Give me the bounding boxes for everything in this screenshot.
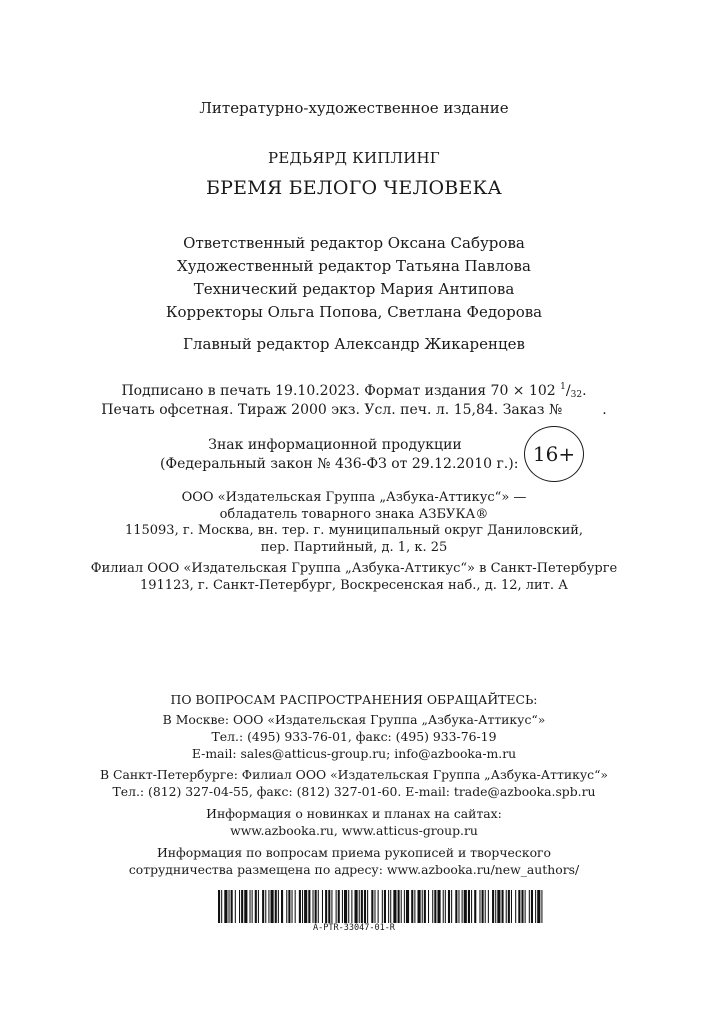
branch-line-2: 191123, г. Санкт-Петербург, Воскресенская наб., д. 12, лит. А <box>139 578 569 593</box>
barcode-bar <box>382 890 383 923</box>
barcode-bar <box>336 890 337 923</box>
barcode-bar <box>338 890 340 923</box>
barcode-bar <box>479 890 480 923</box>
barcode-bar <box>448 890 450 923</box>
barcode-bar <box>304 890 307 923</box>
barcode-bar <box>348 890 349 923</box>
barcode-bar <box>529 890 530 923</box>
publisher-address-line-2: пер. Партийный, д. 1, к. 25 <box>260 540 448 555</box>
barcode-image <box>218 890 544 923</box>
barcode-bar <box>218 890 220 923</box>
barcode-bar <box>229 890 230 923</box>
barcode-bar <box>525 890 526 923</box>
barcode-bar <box>404 890 405 923</box>
barcode-bar <box>322 890 323 923</box>
format-fraction-separator: / <box>565 383 571 399</box>
barcode-bar <box>437 890 440 923</box>
publisher-address-line-1: 115093, г. Москва, вн. тер. г. муниципальный округ Даниловский, <box>124 523 584 538</box>
barcode-bar <box>262 890 264 923</box>
publisher-line-1: ООО «Издательская Группа „Азбука-Аттикус“» — <box>181 490 527 505</box>
distribution-moscow-phone: Тел.: (495) 933-76-01, факс: (495) 933-76-19 <box>211 729 497 744</box>
barcode-bar <box>492 890 494 923</box>
barcode-bar <box>508 890 510 923</box>
barcode-bar <box>252 890 253 923</box>
barcode-bar <box>221 890 222 923</box>
barcode-bar <box>471 890 472 923</box>
barcode-bar <box>445 890 446 923</box>
barcode-bar <box>406 890 409 923</box>
barcode-bar <box>511 890 512 923</box>
distribution-moscow-line-1: В Москве: ООО «Издательская Группа „Азбука-Аттикус“» <box>162 712 546 727</box>
barcode-bar <box>295 890 296 923</box>
barcode-bar <box>351 890 352 923</box>
barcode-bar <box>455 890 457 923</box>
credit-proofreaders: Корректоры Ольга Попова, Светлана Федорова <box>165 303 543 321</box>
barcode-bar <box>292 890 293 923</box>
credit-responsible-editor: Ответственный редактор Оксана Сабурова <box>183 234 525 252</box>
distribution-heading: ПО ВОПРОСАМ РАСПРОСТРАНЕНИЯ ОБРАЩАЙТЕСЬ: <box>170 692 538 707</box>
print-info-text: Подписано в печать 19.10.2023. Формат издания 70 × 102 <box>121 383 561 399</box>
age-rating-badge: 16+ <box>524 426 584 482</box>
publisher-line-2: обладатель товарного знака АЗБУКА® <box>219 507 489 522</box>
barcode-bar <box>521 890 523 923</box>
barcode-bar <box>271 890 274 923</box>
credit-technical-editor: Технический редактор Мария Антипова <box>193 280 515 298</box>
branch-line-1: Филиал ООО «Издательская Группа „Азбука-Аттикус“» в Санкт-Петербурге <box>90 561 618 576</box>
print-info-line-2: Печать офсетная. Тираж 2000 экз. Усл. печ. л. 15,84. Заказ № . <box>101 402 607 418</box>
barcode-bar <box>497 890 500 923</box>
barcode-bar <box>288 890 290 923</box>
barcode-bar <box>313 890 314 923</box>
barcode-bar <box>495 890 496 923</box>
barcode-bar <box>388 890 389 923</box>
print-info-period: . <box>582 383 587 399</box>
distribution-moscow-email: E-mail: sales@atticus-group.ru; info@azbooka-m.ru <box>191 746 517 761</box>
format-fraction-numerator: 1 <box>560 382 566 392</box>
barcode-bar <box>390 890 391 923</box>
barcode-bar <box>482 890 484 923</box>
barcode-bar <box>468 890 470 923</box>
barcode-bar <box>371 890 373 923</box>
barcode-bar <box>286 890 287 923</box>
barcode-bar <box>434 890 436 923</box>
barcode-bar <box>224 890 227 923</box>
barcode-bar <box>244 890 247 923</box>
barcode-bar <box>235 890 236 923</box>
barcode-bar <box>474 890 476 923</box>
manuscripts-info-line-2: сотрудничества размещена по адресу: www.azbooka.ru/new_authors/ <box>128 862 580 877</box>
barcode-bar <box>299 890 301 923</box>
barcode-bar <box>443 890 444 923</box>
barcode-bar <box>411 890 413 923</box>
barcode-bar <box>355 890 358 923</box>
barcode-bar <box>342 890 343 923</box>
product-sign-line-1: Знак информационной продукции <box>208 437 462 453</box>
news-info-sites: www.azbooka.ru, www.atticus-group.ru <box>230 823 478 838</box>
manuscripts-info-line-1: Информация по вопросам приема рукописей и творческого <box>156 845 551 860</box>
credit-art-editor: Художественный редактор Татьяна Павлова <box>177 257 531 275</box>
barcode-bar <box>537 890 540 923</box>
barcode-bar <box>359 890 360 923</box>
barcode-bar <box>250 890 251 923</box>
barcode-bar <box>531 890 533 923</box>
barcode-bar <box>462 890 463 923</box>
barcode-bar <box>506 890 507 923</box>
barcode-bar <box>384 890 386 923</box>
barcode-bar <box>258 890 259 923</box>
barcode-bar <box>241 890 243 923</box>
barcode-bar <box>428 890 429 923</box>
barcode-bar <box>414 890 415 923</box>
barcode-bar <box>464 890 467 923</box>
barcode-bar <box>281 890 283 923</box>
barcode-bar <box>393 890 396 923</box>
print-info-line-1 <box>0 384 708 398</box>
barcode-bar <box>328 890 330 923</box>
barcode-bar <box>422 890 423 923</box>
edition-type: Литературно-художественное издание <box>199 99 509 117</box>
barcode-bar <box>239 890 240 923</box>
barcode-bar <box>451 890 452 923</box>
barcode-bar <box>541 890 542 923</box>
news-info-line-1: Информация о новинках и планах на сайтах: <box>206 806 502 821</box>
barcode-bar <box>418 890 421 923</box>
barcode-bar <box>344 890 347 923</box>
barcode-bar <box>378 890 379 923</box>
barcode-bar <box>374 890 375 923</box>
barcode-bar <box>364 890 366 923</box>
format-fraction-denominator: 32 <box>570 390 583 400</box>
barcode-bar <box>488 890 489 923</box>
barcode-bar <box>231 890 233 923</box>
barcode-bar <box>268 890 269 923</box>
barcode-bar <box>535 890 536 923</box>
barcode-bar <box>315 890 317 923</box>
credit-chief-editor: Главный редактор Александр Жикаренцев <box>183 335 525 353</box>
barcode-bar <box>432 890 433 923</box>
barcode-bar <box>308 890 310 923</box>
barcode-code: A-PTR-33047-01-R <box>313 923 395 933</box>
barcode-bar <box>485 890 486 923</box>
product-sign-line-2: (Федеральный закон № 436-ФЗ от 29.12.2010 г.): <box>160 456 519 472</box>
barcode-bar <box>367 890 368 923</box>
barcode-bar <box>458 890 459 923</box>
barcode-bar <box>302 890 303 923</box>
barcode-bar <box>398 890 400 923</box>
distribution-spb-line-1: В Санкт-Петербурге: Филиал ООО «Издательская Группа „Азбука-Аттикус“» <box>99 767 609 782</box>
barcode-bar <box>255 890 257 923</box>
barcode-bar <box>424 890 426 923</box>
barcode-bar <box>278 890 279 923</box>
barcode-bar <box>401 890 402 923</box>
book-title: БРЕМЯ БЕЛОГО ЧЕЛОВЕКА <box>205 177 503 199</box>
barcode-bar <box>502 890 504 923</box>
barcode-bar <box>325 890 327 923</box>
barcode-bar <box>518 890 520 923</box>
book-author: РЕДЬЯРД КИПЛИНГ <box>268 149 440 167</box>
barcode-bar <box>318 890 319 923</box>
barcode-bar <box>515 890 516 923</box>
barcode-bar <box>265 890 266 923</box>
barcode-bar <box>331 890 332 923</box>
barcode-bar <box>361 890 363 923</box>
barcode-bar <box>275 890 277 923</box>
distribution-spb-phone: Тел.: (812) 327-04-55, факс: (812) 327-01-60. E-mail: trade@azbooka.spb.ru <box>112 784 596 799</box>
